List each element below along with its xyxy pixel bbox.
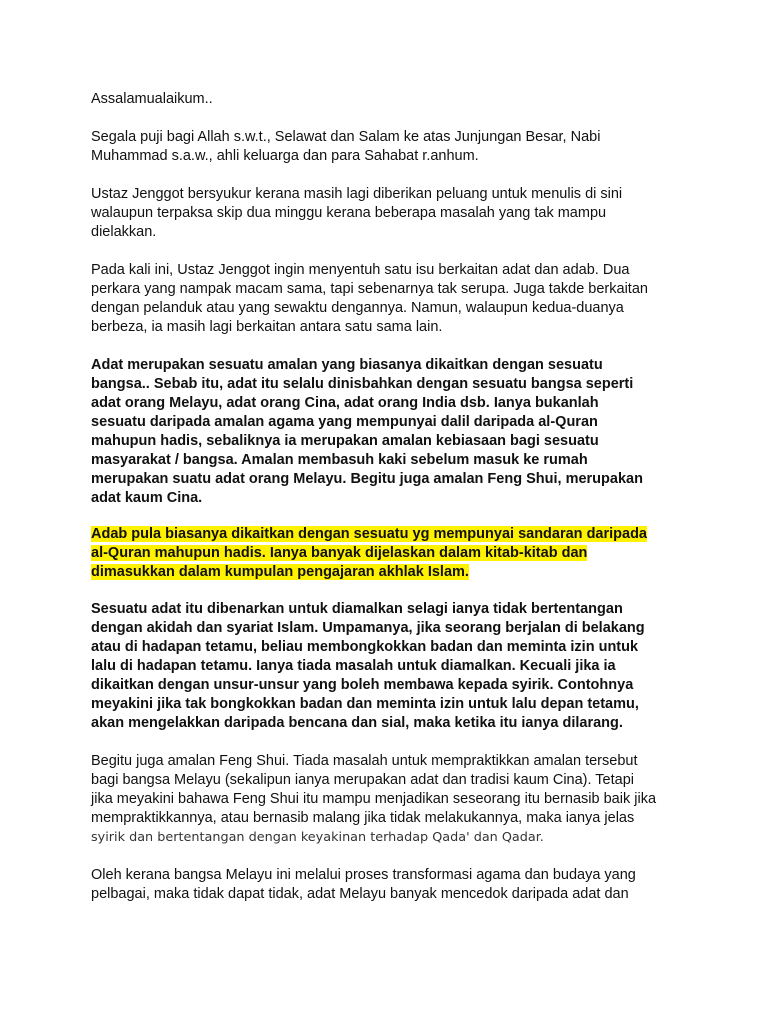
text-line: Muhammad s.a.w., ahli keluarga dan para Sahabat r.anhum. bbox=[91, 148, 479, 164]
highlighted-text-line: Adab pula biasanya dikaitkan dengan sesuatu yg mempunyai sandaran daripada bbox=[91, 526, 647, 542]
text-line: sesuatu daripada amalan agama yang mempunyai dalil daripada al-Quran bbox=[91, 414, 598, 430]
paragraph-gratitude bbox=[91, 185, 678, 242]
paragraph-topic bbox=[91, 261, 678, 337]
text-line: adat orang Melayu, adat orang Cina, adat orang India dsb. Ianya bukanlah bbox=[91, 395, 599, 411]
text-line: berbeza, ia masih lagi berkaitan antara satu sama lain. bbox=[91, 319, 443, 335]
text-line: merupakan suatu adat orang Melayu. Begitu juga amalan Feng Shui, merupakan bbox=[91, 471, 643, 487]
text-line: dengan pelanduk atau yang sewaktu dengannya. Namun, walaupun kedua-duanya bbox=[91, 300, 624, 316]
text-line: pelbagai, maka tidak dapat tidak, adat Melayu banyak mencedok daripada adat dan bbox=[91, 886, 629, 902]
text-line: dengan akidah dan syariat Islam. Umpamanya, jika seorang berjalan di belakang bbox=[91, 620, 645, 636]
text-line: Assalamualaikum.. bbox=[91, 91, 213, 107]
text-line: meyakini jika tak bongkokkan badan dan meminta izin untuk lalu depan tetamu, bbox=[91, 696, 639, 712]
text-line: walaupun terpaksa skip dua minggu kerana beberapa masalah yang tak mampu bbox=[91, 205, 607, 221]
highlighted-text-line: dimasukkan dalam kumpulan pengajaran akhlak Islam. bbox=[91, 564, 469, 580]
paragraph-adat-permission bbox=[91, 600, 678, 733]
text-line: Ustaz Jenggot bersyukur kerana masih lagi diberikan peluang untuk menulis di sini bbox=[91, 186, 623, 202]
text-line: Adat merupakan sesuatu amalan yang biasanya dikaitkan dengan sesuatu bbox=[91, 357, 603, 373]
text-line: bagi bangsa Melayu (sekalipun ianya merupakan adat dan tradisi kaum Cina). Tetapi bbox=[91, 772, 634, 788]
text-line: dikaitkan dengan unsur-unsur yang boleh membawa kepada syirik. Contohnya bbox=[91, 677, 634, 693]
text-line: dielakkan. bbox=[91, 224, 157, 240]
paragraph-praise bbox=[91, 128, 678, 166]
text-line: Pada kali ini, Ustaz Jenggot ingin menyentuh satu isu berkaitan adat dan adab. Dua bbox=[91, 262, 630, 278]
highlighted-text-line: al-Quran mahupun hadis. Ianya banyak dijelaskan dalam kitab-kitab dan bbox=[91, 545, 588, 561]
paragraph-adab-definition-highlighted bbox=[91, 525, 678, 582]
text-line: bangsa.. Sebab itu, adat itu selalu dinisbahkan dengan sesuatu bangsa seperti bbox=[91, 376, 634, 392]
text-line: mahupun hadis, sebaliknya ia merupakan amalan kebiasaan bagi sesuatu bbox=[91, 433, 599, 449]
text-line-alt-font: syirik dan bertentangan dengan keyakinan terhadap Qada' dan Qadar. bbox=[91, 830, 544, 845]
text-line: adat kaum Cina. bbox=[91, 490, 203, 506]
text-line: perkara yang nampak macam sama, tapi sebenarnya tak serupa. Juga takde berkaitan bbox=[91, 281, 648, 297]
paragraph-transformation bbox=[91, 866, 678, 904]
text-line: masyarakat / bangsa. Amalan membasuh kaki sebelum masuk ke rumah bbox=[91, 452, 588, 468]
text-line: Sesuatu adat itu dibenarkan untuk diamalkan selagi ianya tidak bertentangan bbox=[91, 601, 623, 617]
text-line: atau di hadapan tetamu, beliau membongkokkan badan dan meminta izin untuk bbox=[91, 639, 639, 655]
paragraph-greeting bbox=[91, 90, 678, 109]
text-line: Segala puji bagi Allah s.w.t., Selawat dan Salam ke atas Junjungan Besar, Nabi bbox=[91, 129, 601, 145]
text-line: akan mengelakkan daripada bencana dan sial, maka ketika itu ianya dilarang. bbox=[91, 715, 623, 731]
paragraph-feng-shui bbox=[91, 752, 678, 847]
text-line: Begitu juga amalan Feng Shui. Tiada masalah untuk mempraktikkan amalan tersebut bbox=[91, 753, 638, 769]
text-line: jika meyakini bahawa Feng Shui itu mampu menjadikan seseorang itu bernasib baik jika bbox=[91, 791, 657, 807]
text-line: lalu di hadapan tetamu. Ianya tiada masalah untuk diamalkan. Kecuali jika ia bbox=[91, 658, 616, 674]
text-line: Oleh kerana bangsa Melayu ini melalui proses transformasi agama dan budaya yang bbox=[91, 867, 636, 883]
paragraph-adat-definition bbox=[91, 356, 678, 508]
text-line: mempraktikkannya, atau bernasib malang jika tidak melakukannya, maka ianya jelas bbox=[91, 810, 635, 826]
